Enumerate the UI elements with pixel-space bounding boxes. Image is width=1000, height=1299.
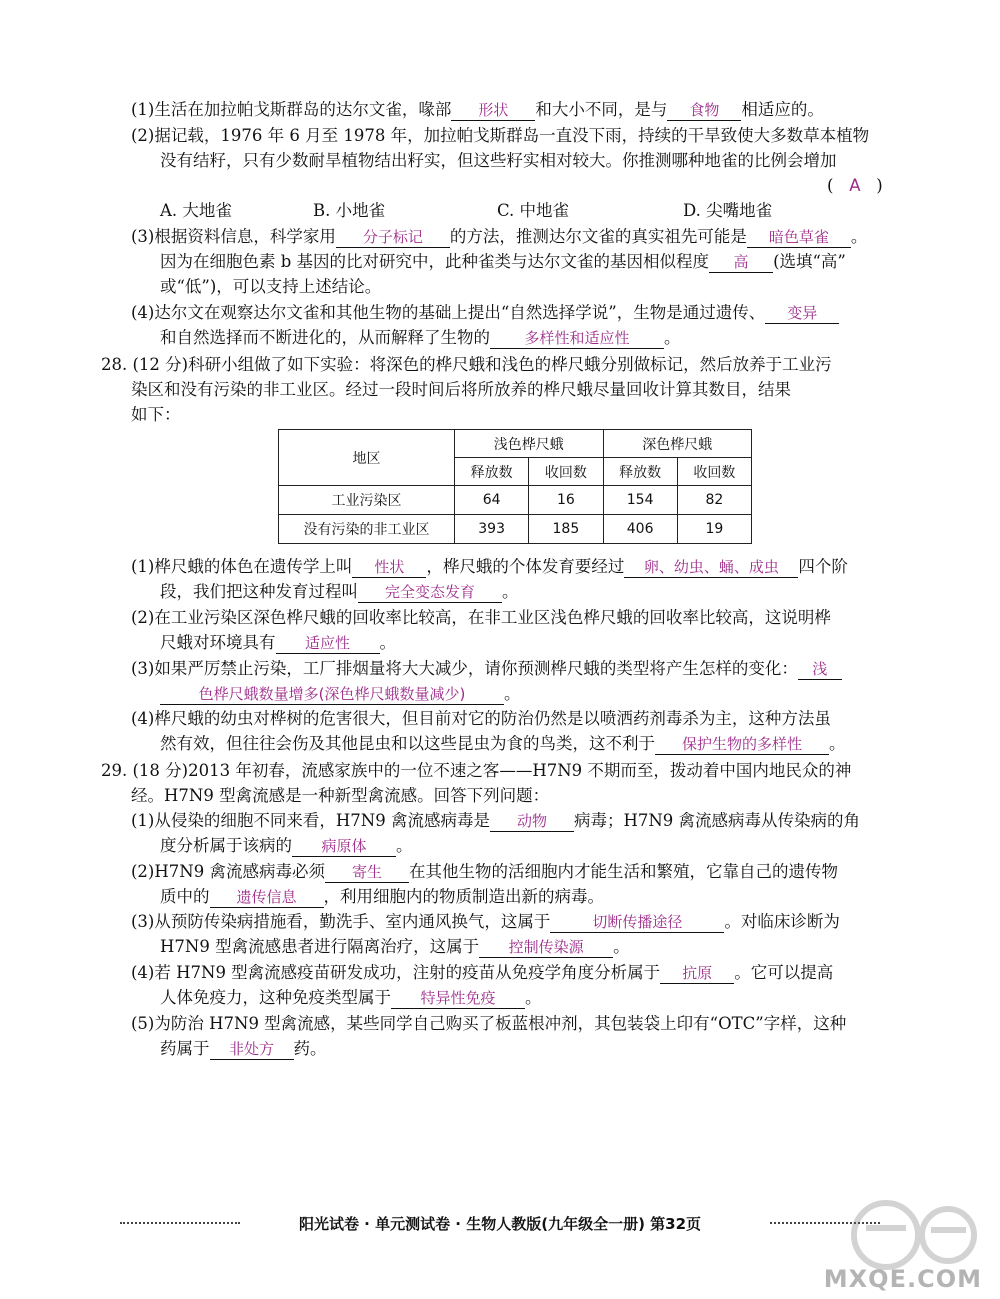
text: 药属于	[160, 1039, 210, 1058]
region-cell: 没有污染的非工业区	[279, 515, 455, 544]
text: 。	[525, 988, 542, 1007]
q27-part4-line1	[131, 303, 839, 324]
value-cell: 154	[603, 486, 677, 515]
q28-stem-line1: 28. (12 分)科研小组做了如下实验：将深色的桦尺蛾和浅色的桦尺蛾分别做标记，然后放养于工业污	[101, 355, 832, 374]
text: 相适应的。	[741, 100, 824, 119]
text: 。	[504, 684, 521, 703]
q29-part1-line2	[160, 836, 413, 857]
q28-part1-line1	[131, 557, 848, 578]
q29-part4-line2	[160, 988, 542, 1009]
q29-part5-line1: (5)为防治 H7N9 型禽流感，某些同学自己购买了板蓝根冲剂，其包装袋上印有“OTC”字样，这种	[131, 1014, 847, 1033]
q29-stem-line2: 经。H7N9 型禽流感是一种新型禽流感。回答下列问题：	[131, 786, 550, 805]
answer-blank: 动物	[490, 811, 574, 832]
text: (选填“高”	[773, 252, 846, 271]
q29-stem-line1: 29. (18 分)2013 年初春，流感家族中的一位不速之客——H7N9 不期而至，拨动着中国内地民众的神	[101, 761, 852, 780]
text: (4)若 H7N9 型禽流感疫苗研发成功，注射的疫苗从免疫学角度分析属于	[131, 963, 661, 982]
choice-letter: A	[849, 176, 861, 195]
sub-header: 收回数	[677, 458, 751, 486]
option-b: B. 小地雀	[313, 201, 386, 220]
q29-part4-line1	[131, 963, 833, 984]
text: 。	[396, 836, 413, 855]
answer-blank: 食物	[667, 100, 741, 121]
q27-part3-line2	[160, 252, 846, 273]
text: (3)从预防传染病措施看，勤洗手、室内通风换气，这属于	[131, 912, 551, 931]
value-cell: 406	[603, 515, 677, 544]
text: 。对临床诊断为	[724, 912, 840, 931]
q27-part2-line1: (2)据记载，1976 年 6 月至 1978 年，加拉帕戈斯群岛一直没下雨，持续的干旱致使大多数草本植物	[131, 126, 870, 145]
text: 。	[502, 582, 519, 601]
text: H7N9 型禽流感患者进行隔离治疗，这属于	[160, 937, 480, 956]
dark-moth-header: 深色桦尺蛾	[603, 430, 752, 458]
text: ，桦尺蛾的个体发育要经过	[426, 557, 625, 576]
value-cell: 64	[455, 486, 529, 515]
text: 。	[613, 937, 630, 956]
option-c: C. 中地雀	[497, 201, 570, 220]
q29-part5-line2	[160, 1039, 327, 1060]
answer-blank: 卵、幼虫、蛹、成虫	[624, 557, 798, 578]
q27-part2-line2: 没有结籽，只有少数耐旱植物结出籽实，但这些籽实相对较大。你推测哪种地雀的比例会增加	[160, 151, 837, 170]
answer-blank: 分子标记	[336, 227, 450, 248]
answer-blank: 保护生物的多样性	[655, 734, 829, 755]
q28-part4-line2	[160, 734, 846, 755]
answer-blank: 高	[709, 252, 773, 273]
region-cell: 工业污染区	[279, 486, 455, 515]
value-cell: 19	[677, 515, 751, 544]
text: 。	[850, 227, 868, 246]
answer-blank: 非处方	[210, 1039, 294, 1060]
q29-part2-line2	[160, 887, 604, 908]
text: 。	[664, 328, 681, 347]
text: 和大小不同，是与	[535, 100, 668, 119]
text: 然有效，但往往会伤及其他昆虫和以这些昆虫为食的鸟类，这不利于	[160, 734, 655, 753]
value-cell: 82	[677, 486, 751, 515]
option-d: D. 尖嘴地雀	[683, 201, 773, 220]
answer-blank: 适应性	[276, 633, 380, 654]
q28-stem-line2: 染区和没有污染的非工业区。经过一段时间后将所放养的桦尺蛾尽量回收计算其数目，结果	[131, 380, 791, 399]
answer-blank: 完全变态发育	[358, 582, 502, 603]
answer-blank: 寄生	[325, 862, 409, 883]
paren: (	[827, 176, 834, 195]
text: 质中的	[160, 887, 210, 906]
text: 在其他生物的活细胞内才能生活和繁殖，它靠自己的遗传物	[408, 862, 838, 881]
text: 。	[829, 734, 846, 753]
text: (2)H7N9 禽流感病毒必须	[131, 862, 325, 881]
q28-part2-line2	[160, 633, 396, 654]
text: 。	[379, 633, 396, 652]
region-header: 地区	[279, 430, 455, 486]
q29-part1-line1	[131, 811, 860, 832]
sub-header: 释放数	[603, 458, 677, 486]
text: (3)根据资料信息，科学家用	[131, 227, 336, 246]
text: (3)如果严厉禁止污染，工厂排烟量将大大减少，请你预测桦尺蛾的类型将产生怎样的变化：	[131, 659, 798, 678]
text: 人体免疫力，这种免疫类型属于	[160, 988, 391, 1007]
q28-part3-line2	[160, 684, 521, 705]
q29-part2-line1	[131, 862, 838, 883]
watermark-text: MXQE.COM	[823, 1265, 982, 1293]
text: (1)桦尺蛾的体色在遗传学上叫	[131, 557, 353, 576]
q27-part4-line2	[160, 328, 681, 349]
answer-blank: 多样性和适应性	[490, 328, 664, 349]
text: (1)从侵染的细胞不同来看，H7N9 禽流感病毒是	[131, 811, 490, 830]
page-footer: 阳光试卷 · 单元测试卷 · 生物人教版(九年级全一册) 第32页	[298, 1215, 702, 1233]
answer-blank: 浅	[798, 659, 842, 680]
answer-blank: 抗原	[660, 963, 734, 984]
text: 因为在细胞色素 b 基因的比对研究中，此种雀类与达尔文雀的基因相似程度	[160, 252, 710, 271]
text: 度分析属于该病的	[160, 836, 292, 855]
text: 药。	[293, 1039, 327, 1058]
choice-answer	[827, 176, 883, 196]
text: 病毒；H7N9 禽流感病毒从传染病的角	[573, 811, 861, 830]
answer-blank: 形状	[451, 100, 535, 121]
text: 的方法，推测达尔文雀的真实祖先可能是	[449, 227, 747, 246]
answer-blank: 特异性免疫	[391, 988, 525, 1009]
text: 。它可以提高	[734, 963, 834, 982]
moth-data-table	[278, 429, 752, 544]
text: (1)生活在加拉帕戈斯群岛的达尔文雀，喙部	[131, 100, 452, 119]
q29-part3-line2	[160, 937, 630, 958]
answer-blank: 病原体	[292, 836, 396, 857]
value-cell: 16	[529, 486, 603, 515]
light-moth-header: 浅色桦尺蛾	[455, 430, 604, 458]
answer-blank: 暗色草雀	[747, 227, 851, 248]
answer-blank: 控制传染源	[479, 937, 613, 958]
text: 四个阶	[798, 557, 848, 576]
text: 段，我们把这种发育过程叫	[160, 582, 358, 601]
answer-blank: 变异	[765, 303, 839, 324]
q28-part4-line1: (4)桦尺蛾的幼虫对桦树的危害很大，但目前对它的防治仍然是以喷洒药剂毒杀为主，这种方法虽	[131, 709, 831, 728]
q28-part3-line1	[131, 659, 842, 680]
paren: )	[876, 176, 883, 195]
text: 和自然选择而不断进化的，从而解释了生物的	[160, 328, 490, 347]
value-cell: 393	[455, 515, 529, 544]
q27-part3-line1	[131, 227, 867, 248]
table-row	[279, 515, 752, 544]
text: (4)达尔文在观察达尔文雀和其他生物的基础上提出“自然选择学说”，生物是通过遗传、	[131, 303, 766, 322]
q27-part3-line3: 或“低”)，可以支持上述结论。	[160, 277, 382, 296]
answer-blank: 切断传播途径	[550, 912, 724, 933]
text: ，利用细胞内的物质制造出新的病毒。	[323, 887, 604, 906]
value-cell: 185	[529, 515, 603, 544]
q27-part1	[131, 100, 824, 121]
option-a: A. 大地雀	[160, 201, 232, 220]
answer-blank: 色桦尺蛾数量增多(深色桦尺蛾数量减少)	[160, 684, 504, 705]
sub-header: 释放数	[455, 458, 529, 486]
sub-header: 收回数	[529, 458, 603, 486]
q28-part2-line1: (2)在工业污染区深色桦尺蛾的回收率比较高，在非工业区浅色桦尺蛾的回收率比较高，这说明桦	[131, 608, 831, 627]
q29-part3-line1	[131, 912, 840, 933]
answer-blank: 遗传信息	[210, 887, 324, 908]
q28-stem-line3: 如下：	[131, 405, 181, 424]
text: 尺蛾对环境具有	[160, 633, 276, 652]
table-row	[279, 486, 752, 515]
answer-blank: 性状	[352, 557, 426, 578]
q28-part1-line2	[160, 582, 519, 603]
